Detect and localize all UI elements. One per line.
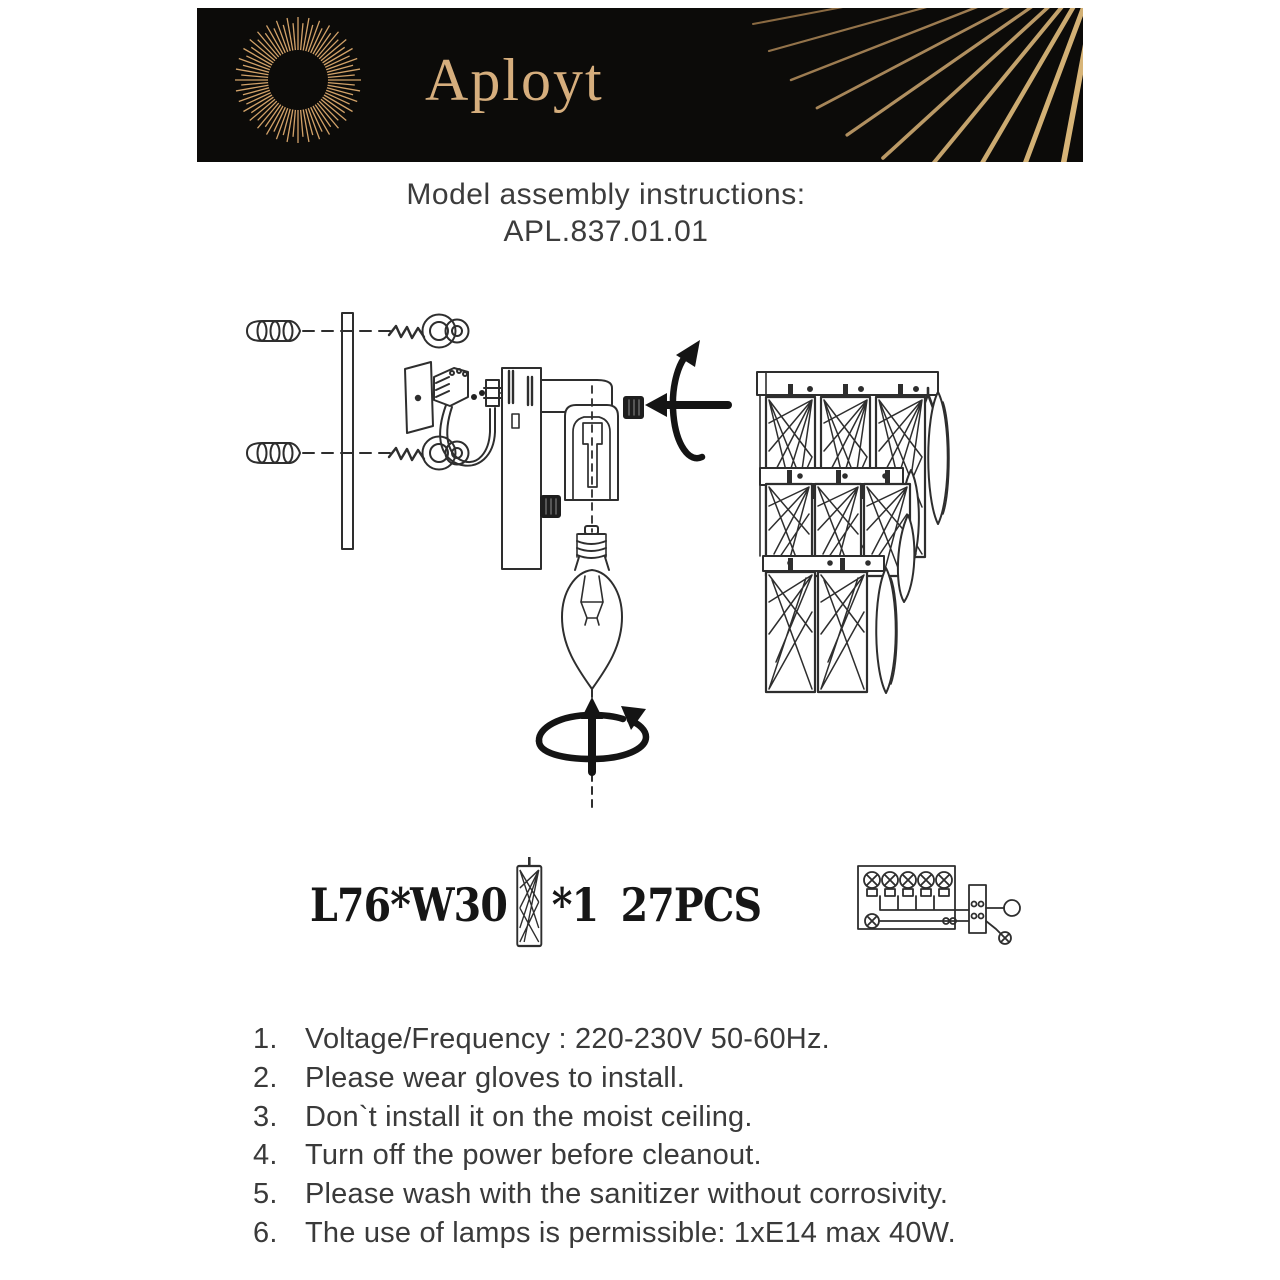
item-number: 3.: [253, 1100, 278, 1133]
wiring-diagram: [858, 866, 1020, 944]
brand-banner: [197, 8, 1083, 162]
screw-bulb-arrow-icon: [539, 690, 646, 812]
lamp-socket: [565, 386, 618, 532]
junction-plate: [405, 362, 433, 433]
item-number: 1.: [253, 1023, 278, 1055]
model-number: APL.837.01.01: [503, 215, 709, 248]
item-number: 4.: [253, 1139, 278, 1172]
bulb: [562, 526, 622, 689]
item-text: Turn off the power before cleanout.: [305, 1139, 762, 1172]
item-text: The use of lamps is permissible: 1xE14 max 40W.: [305, 1216, 956, 1249]
banner-art: [197, 8, 1083, 162]
thumb-knob-loose: [624, 397, 643, 418]
item-text: Please wear gloves to install.: [305, 1061, 685, 1094]
item-text: Please wash with the sanitizer without corrosivity.: [305, 1178, 949, 1211]
mounting-plate: [342, 313, 353, 549]
wall-anchor-top: [247, 321, 300, 341]
item-number: 2.: [253, 1061, 278, 1094]
rotate-knob-arrow-icon: [645, 340, 728, 458]
instruction-item: [253, 1136, 1093, 1175]
page-title: Model assembly instructions:: [406, 178, 806, 211]
crystal-pieces: 27PCS: [620, 878, 762, 932]
crystal-spec-row: [310, 855, 761, 955]
instruction-item: [253, 1020, 1093, 1059]
marquise-crystal-1: [928, 392, 949, 524]
instruction-item: [253, 1059, 1093, 1098]
thumb-knob-bracket: [541, 496, 560, 517]
terminal-screws: [864, 872, 952, 896]
item-text: Voltage/Frequency : 220-230V 50-60Hz.: [305, 1023, 830, 1055]
crystal-sconce: [757, 372, 949, 693]
sunburst-logo-icon: [235, 17, 361, 143]
corner-rays-icon: [753, 8, 1083, 162]
item-text: Don`t install it on the moist ceiling.: [305, 1100, 753, 1133]
wall-anchor-bottom: [247, 443, 300, 463]
instructions-list: [253, 1020, 1093, 1253]
item-number: 6.: [253, 1216, 278, 1249]
marquise-crystal-3: [876, 568, 897, 693]
item-number: 5.: [253, 1178, 278, 1211]
crystal-piece-icon: [514, 856, 545, 954]
title-block: [0, 176, 1212, 250]
mounting-screw-bottom: [389, 437, 469, 470]
crystal-size: L76*W30: [310, 878, 508, 932]
instruction-item: [253, 1098, 1093, 1137]
instruction-item: [253, 1175, 1093, 1214]
wall-bracket: [502, 368, 541, 569]
mounting-screw-top: [389, 315, 469, 348]
instruction-item: [253, 1214, 1093, 1253]
crystal-qty: *1: [551, 878, 599, 932]
terminal-block: [434, 368, 485, 406]
brand-name: Aployt: [425, 47, 604, 113]
